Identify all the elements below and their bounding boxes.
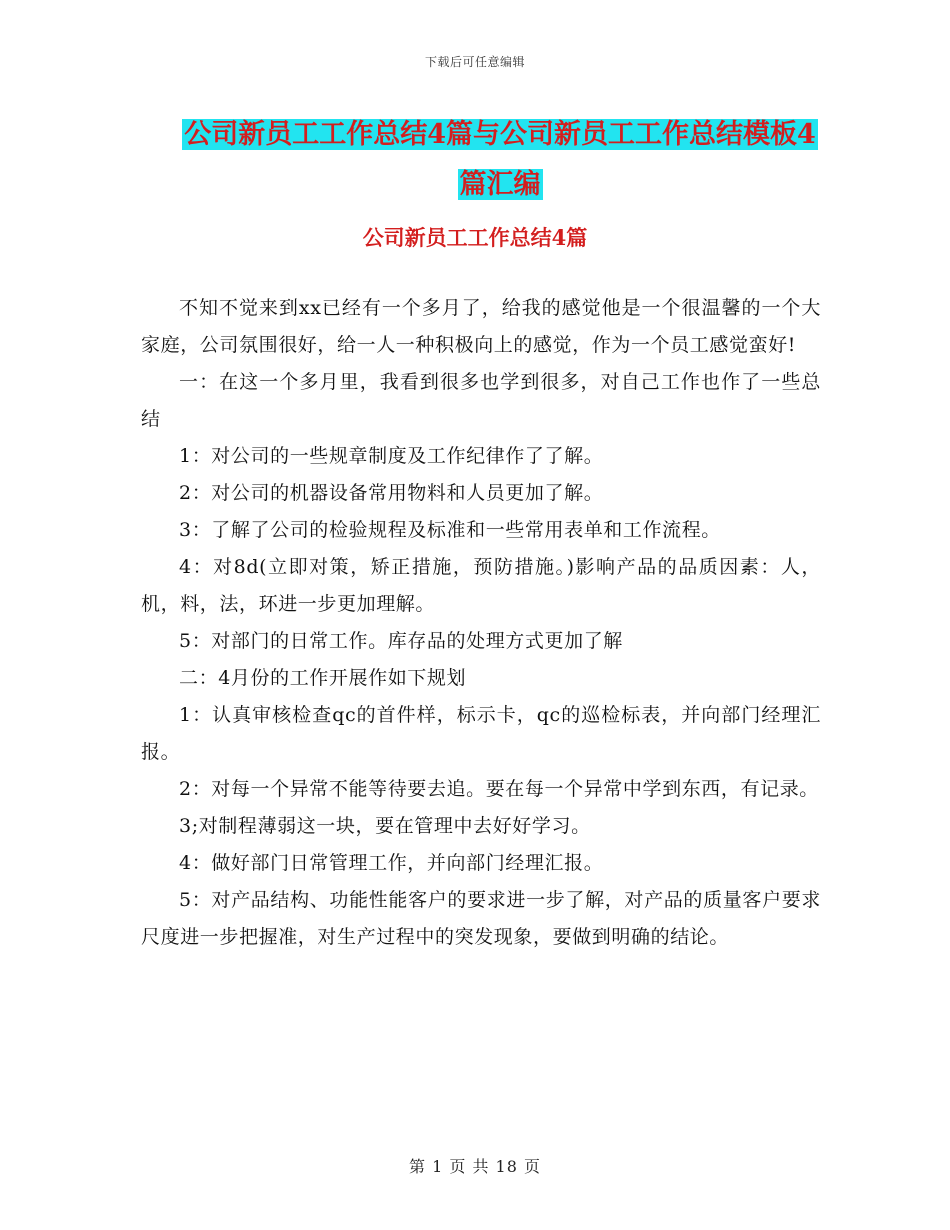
paragraph: 4：对8d(立即对策，矫正措施，预防措施。)影响产品的品质因素：人，机，料，法，环进一步更加理解。 <box>141 556 821 615</box>
document-title-line-2: 篇汇编 <box>459 169 541 200</box>
paragraph: 3：了解了公司的检验规程及标准和一些常用表单和工作流程。 <box>179 519 721 541</box>
paragraph: 4：做好部门日常管理工作，并向部门经理汇报。 <box>179 852 604 874</box>
paragraph: 1：认真审核检查qc的首件样，标示卡，qc的巡检标表，并向部门经理汇报。 <box>141 704 821 763</box>
paragraph: 5：对部门的日常工作。库存品的处理方式更加了解 <box>179 630 623 652</box>
paragraph: 不知不觉来到xx已经有一个多月了，给我的感觉他是一个很温馨的一个大家庭，公司氛围很好，给一人一种积极向上的感觉，作为一个员工感觉蛮好! <box>141 297 821 356</box>
paragraph: 3;对制程薄弱这一块，要在管理中去好好学习。 <box>179 815 591 837</box>
section-title: 公司新员工工作总结4篇 <box>362 225 588 250</box>
page-header: 下载后可任意编辑 <box>424 55 525 69</box>
paragraph: 二：4月份的工作开展作如下规划 <box>179 667 467 689</box>
paragraph: 一：在这一个多月里，我看到很多也学到很多，对自己工作也作了一些总结 <box>141 371 821 430</box>
paragraph: 5：对产品结构、功能性能客户的要求进一步了解，对产品的质量客户要求尺度进一步把握准，对生产过程中的突发现象，要做到明确的结论。 <box>141 889 821 948</box>
document-body <box>141 290 821 956</box>
page-footer: 第 1 页 共 18 页 <box>409 1157 541 1176</box>
paragraph: 2：对公司的机器设备常用物料和人员更加了解。 <box>179 482 604 504</box>
paragraph: 2：对每一个异常不能等待要去追。要在每一个异常中学到东西，有记录。 <box>179 778 819 800</box>
document-title <box>140 110 860 210</box>
document-title-line-1: 公司新员工工作总结4篇与公司新员工工作总结模板4 <box>184 119 816 150</box>
paragraph: 1：对公司的一些规章制度及工作纪律作了了解。 <box>179 445 604 467</box>
